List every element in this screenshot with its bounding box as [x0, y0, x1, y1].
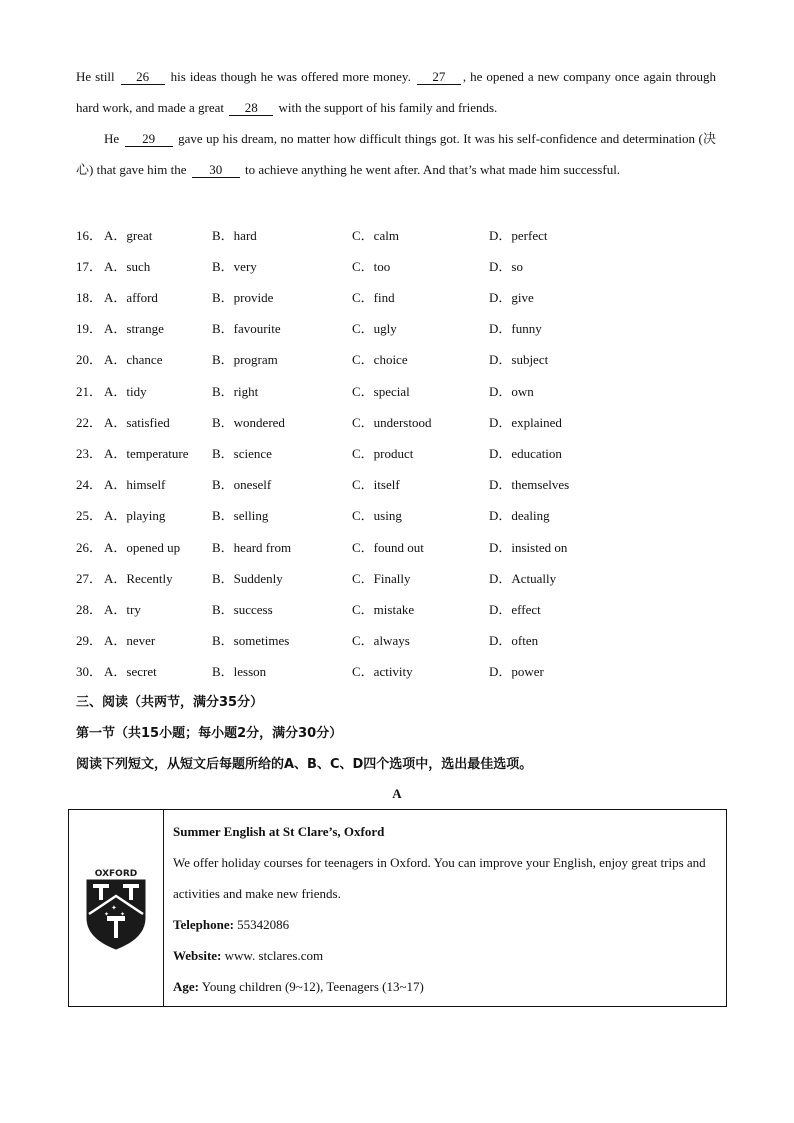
- option-c: C．understood: [352, 415, 432, 430]
- option-a: A．Recently: [104, 571, 173, 586]
- advertisement-content: [173, 816, 718, 1002]
- age-value: Young children (9~12), Teenagers (13~17): [199, 979, 424, 994]
- option-d: D．give: [489, 290, 534, 305]
- telephone-value: 55342086: [233, 917, 290, 932]
- option-c: C．always: [352, 633, 410, 648]
- question-number: 22．: [76, 415, 103, 430]
- question-number: 23．: [76, 446, 103, 461]
- advertisement-box: [68, 809, 727, 1007]
- option-b: B．sometimes: [212, 633, 290, 648]
- option-d: D．own: [489, 384, 534, 399]
- option-a: A．satisfied: [104, 415, 170, 430]
- option-c: C．find: [352, 290, 395, 305]
- question-number: 18．: [76, 290, 103, 305]
- option-b: B．heard from: [212, 540, 292, 555]
- option-a: A．such: [104, 259, 151, 274]
- option-c: C．itself: [352, 477, 400, 492]
- option-a: A．temperature: [104, 446, 189, 461]
- option-d: D．subject: [489, 352, 549, 367]
- option-d: D．often: [489, 633, 539, 648]
- age-label: Age:: [173, 979, 199, 994]
- option-a: A．try: [104, 602, 141, 617]
- option-d: D．themselves: [489, 477, 570, 492]
- option-d: D．explained: [489, 415, 562, 430]
- option-a: A．great: [104, 228, 153, 243]
- question-number: 27．: [76, 571, 103, 586]
- shield-icon: [87, 880, 145, 949]
- passage-text: He: [104, 131, 120, 146]
- question-number: 24．: [76, 477, 103, 492]
- blank-26: 26: [121, 70, 165, 85]
- option-a: A．never: [104, 633, 156, 648]
- blank-30: 30: [192, 163, 240, 178]
- option-b: B．hard: [212, 228, 257, 243]
- question-number: 16．: [76, 228, 103, 243]
- option-c: C．special: [352, 384, 410, 399]
- option-b: B．program: [212, 352, 278, 367]
- option-a: A．tidy: [104, 384, 147, 399]
- option-c: C．ugly: [352, 321, 397, 336]
- question-number: 28．: [76, 602, 103, 617]
- ad-description: We offer holiday courses for teenagers in Oxford. You can improve your English, enjoy great trips and activities and make new friends.: [173, 855, 706, 901]
- option-b: B．right: [212, 384, 259, 399]
- option-c: C．found out: [352, 540, 424, 555]
- option-b: B．Suddenly: [212, 571, 283, 586]
- option-c: C．mistake: [352, 602, 415, 617]
- passage-text: to achieve anything he went after. And that’s what made him successful.: [244, 162, 621, 177]
- telephone-label: Telephone:: [173, 917, 234, 932]
- option-a: A．secret: [104, 664, 157, 679]
- option-a: A．strange: [104, 321, 164, 336]
- question-number: 21．: [76, 384, 103, 399]
- passage-text: gave up his dream, no matter how difficult things got. It was his self-confidence and determination (决心) that gave him the: [76, 131, 717, 177]
- option-b: B．oneself: [212, 477, 272, 492]
- website-value: www. stclares.com: [221, 948, 324, 963]
- option-d: D．effect: [489, 602, 541, 617]
- ad-website: [173, 940, 718, 971]
- logo-cell: [69, 810, 164, 1006]
- star-icon: ✦: [104, 912, 110, 918]
- option-d: D．education: [489, 446, 562, 461]
- section-subheading: 第一节（共15小题；每小题2分，满分30分）: [76, 726, 343, 741]
- option-b: B．provide: [212, 290, 274, 305]
- section-heading: 三、阅读（共两节，满分35分）: [76, 695, 264, 710]
- passage-text: , he opened a new company once again through hard work, and made a great: [76, 69, 717, 115]
- option-b: B．selling: [212, 508, 269, 523]
- option-b: B．science: [212, 446, 272, 461]
- blank-27: 27: [417, 70, 461, 85]
- option-d: D．insisted on: [489, 540, 568, 555]
- option-b: B．success: [212, 602, 273, 617]
- question-number: 20．: [76, 352, 103, 367]
- option-c: C．too: [352, 259, 391, 274]
- option-d: D．perfect: [489, 228, 548, 243]
- option-b: B．lesson: [212, 664, 267, 679]
- question-number: 26．: [76, 540, 103, 555]
- option-b: B．wondered: [212, 415, 285, 430]
- option-d: D．Actually: [489, 571, 557, 586]
- question-number: 17．: [76, 259, 103, 274]
- option-d: D．funny: [489, 321, 542, 336]
- option-c: C．activity: [352, 664, 413, 679]
- option-d: D．power: [489, 664, 544, 679]
- star-icon: ✦: [111, 904, 117, 912]
- ad-title: Summer English at St Clare’s, Oxford: [173, 824, 385, 839]
- option-c: C．product: [352, 446, 414, 461]
- question-number: 19．: [76, 321, 103, 336]
- question-number: 25．: [76, 508, 103, 523]
- passage-text: He still: [76, 69, 115, 84]
- option-b: B．very: [212, 259, 257, 274]
- option-a: A．opened up: [104, 540, 181, 555]
- option-d: D．dealing: [489, 508, 550, 523]
- option-c: C．using: [352, 508, 402, 523]
- option-a: A．afford: [104, 290, 158, 305]
- option-a: A．himself: [104, 477, 166, 492]
- ad-age: [173, 971, 718, 1002]
- blank-28: 28: [229, 101, 273, 116]
- logo-text: OXFORD: [94, 869, 138, 879]
- option-c: C．calm: [352, 228, 399, 243]
- website-label: Website:: [173, 948, 222, 963]
- passage-text: with the support of his family and friends.: [278, 100, 498, 115]
- passage-paragraph-1: [76, 61, 716, 123]
- ad-telephone: [173, 909, 718, 940]
- question-number: 29．: [76, 633, 103, 648]
- star-icon: ✦: [120, 912, 126, 918]
- section-instruction: 阅读下列短文，从短文后每题所给的A、B、C、D四个选项中，选出最佳选项。: [76, 757, 533, 772]
- option-a: A．chance: [104, 352, 163, 367]
- option-b: B．favourite: [212, 321, 281, 336]
- option-a: A．playing: [104, 508, 166, 523]
- passage-text: his ideas though he was offered more money.: [170, 69, 411, 84]
- passage-paragraph-2: [76, 123, 716, 185]
- option-c: C．Finally: [352, 571, 411, 586]
- blank-29: 29: [125, 132, 173, 147]
- oxford-shield-logo: [69, 810, 163, 1006]
- option-d: D．so: [489, 259, 523, 274]
- question-number: 30．: [76, 664, 103, 679]
- passage-label: A: [392, 786, 402, 801]
- option-c: C．choice: [352, 352, 408, 367]
